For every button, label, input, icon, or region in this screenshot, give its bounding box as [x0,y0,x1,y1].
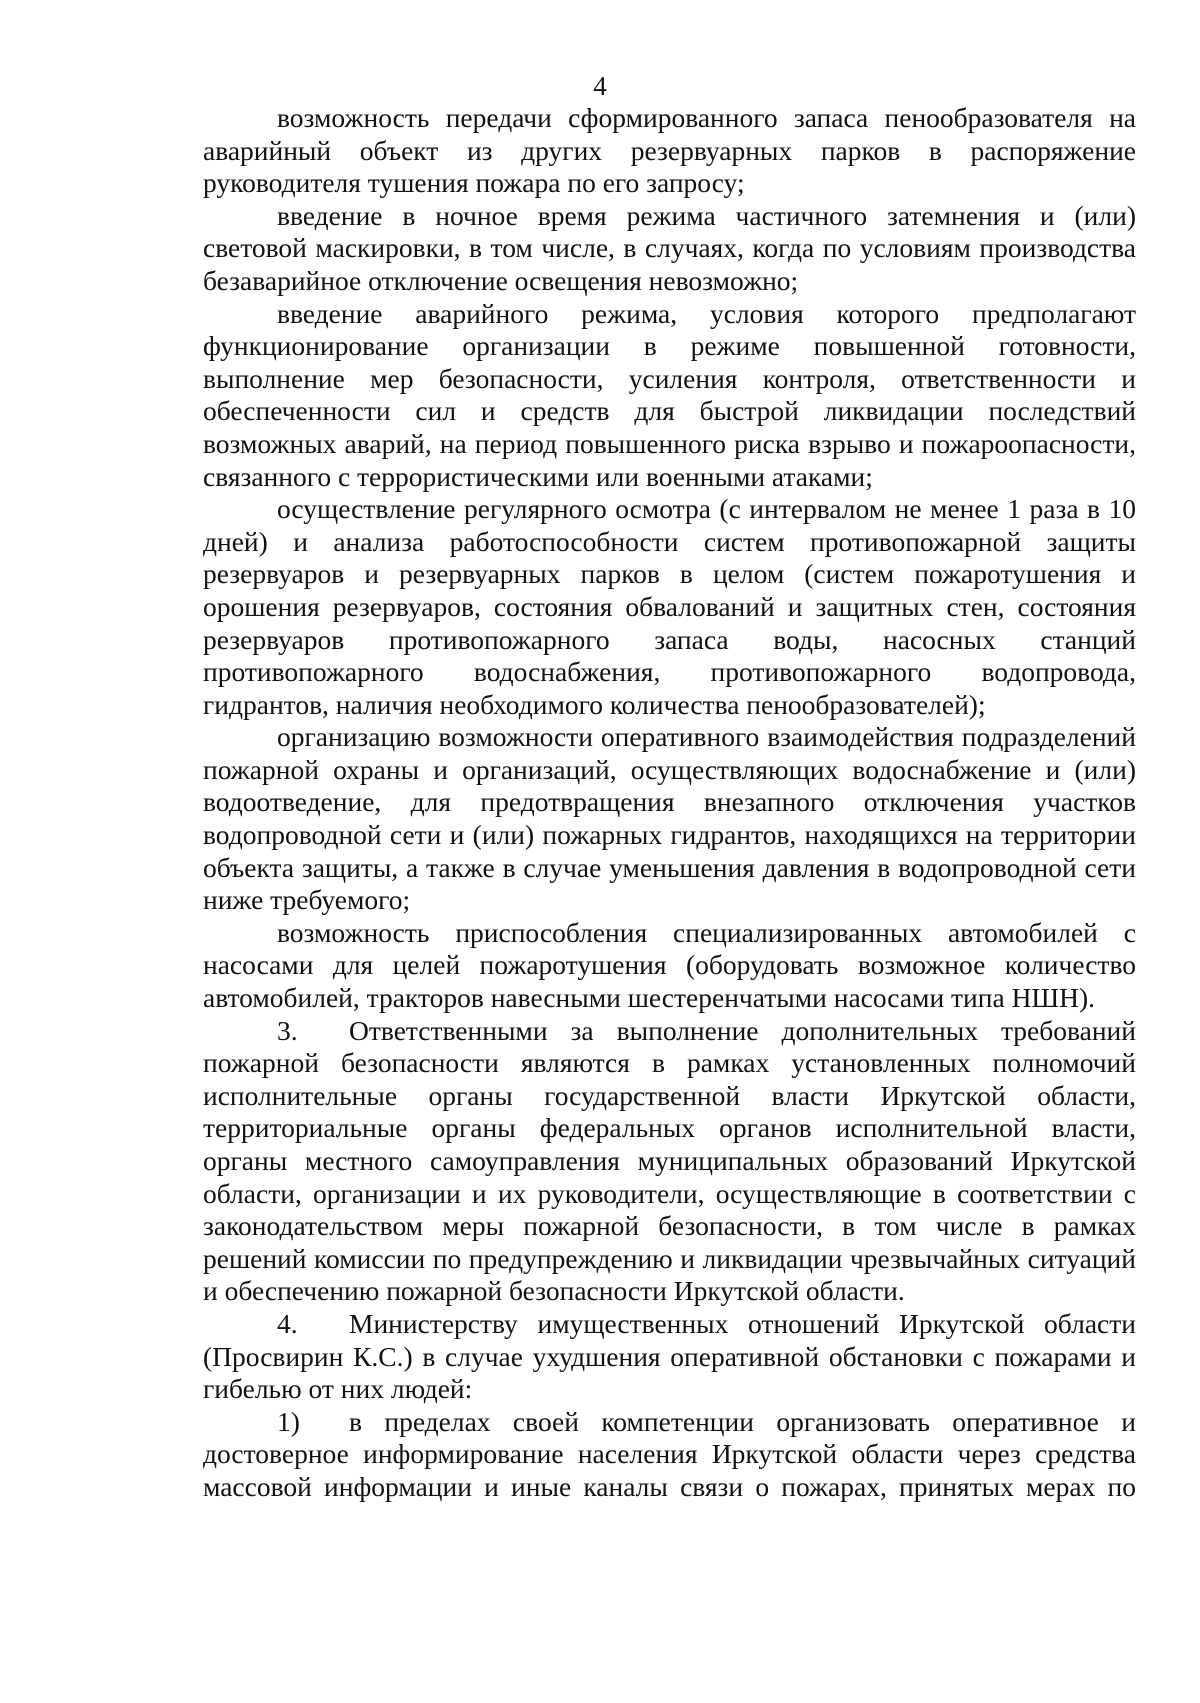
paragraph-text: организацию возможности оперативного взаимодействия подразделений пожарной охраны и организаций, осуществляющих водоснабжение и (или) водоотведение, для предотвращения внезапного отключения участков водопроводной сети и (или) пожарных гидрантов, находящихся на территории объекта защиты, а также в случае уменьшения давления в водопроводной сети ниже требуемого; [203,721,1136,916]
paragraph-regular-inspection [203,493,1136,721]
paragraph-foam-transfer [203,102,1136,200]
paragraph-blackout [203,200,1136,298]
paragraph-text: осуществление регулярного осмотра (с интервалом не менее 1 раза в 10 дней) и анализа работоспособности систем противопожарной защиты резервуаров и резервуарных парков в целом (систем пожаротушения и орошения резервуаров, состояния обвалований и защитных стен, состояния резервуаров противопожарного запаса воды, насосных станций противопожарного водоснабжения, противопожарного водопровода, гидрантов, наличия необходимого количества пенообразователей); [203,493,1136,720]
page-number: 4 [593,71,607,101]
paragraph-text: введение в ночное время режима частичного затемнения и (или) световой маскировки, в том числе, в случаях, когда по условиям производства безаварийное отключение освещения невозможно; [203,199,1136,296]
paragraph-number: 1) [277,1405,300,1437]
paragraph-emergency-mode [203,298,1136,494]
paragraph-item-3 [203,1015,1136,1308]
paragraph-item-4 [203,1308,1136,1406]
paragraph-vehicle-pumps [203,917,1136,1015]
paragraph-number: 3. [277,1014,298,1046]
paragraph-text: Ответственными за выполнение дополнительных требований пожарной безопасности являются в рамках установленных полномочий исполнительные органы государственной власти Иркутской области, территориальные органы федеральных органов исполнительной власти, органы местного самоуправления муниципальных образований Иркутской области, организации и их руководители, осуществляющие в соответствии с законодательством меры пожарной безопасности, в том числе в рамках решений комиссии по предупреждению и ликвидации чрезвычайных ситуаций и обеспечению пожарной безопасности Иркутской области. [203,1014,1136,1307]
paragraph-text: введение аварийного режима, условия которого предполагают функционирование организации в режиме повышенной готовности, выполнение мер безопасности, усиления контроля, ответственности и обеспеченности сил и средств для быстрой ликвидации последствий возможных аварий, на период повышенного риска взрыво и пожароопасности, связанного с террористическими или военными атаками; [203,297,1136,492]
paragraph-subitem-1 [203,1406,1136,1504]
paragraph-water-supply-interaction [203,721,1136,917]
paragraph-number: 4. [277,1307,298,1339]
paragraph-text: в пределах своей компетенции организовать оперативное и достоверное информирование населения Иркутской области через средства массовой информации и иные каналы связи о пожарах, принятых мерах по [203,1405,1136,1502]
paragraph-text: возможность передачи сформированного запаса пенообразователя на аварийный объект из других резервуарных парков в распоряжение руководителя тушения пожара по его запросу; [203,102,1136,199]
document-body [203,102,1136,1504]
paragraph-text: Министерству имущественных отношений Иркутской области (Просвирин К.С.) в случае ухудшения оперативной обстановки с пожарами и гибелью от них людей: [203,1307,1136,1405]
paragraph-text: возможность приспособления специализированных автомобилей с насосами для целей пожаротушения (оборудовать возможное количество автомобилей, тракторов навесными шестеренчатыми насосами типа НШН). [203,916,1136,1014]
